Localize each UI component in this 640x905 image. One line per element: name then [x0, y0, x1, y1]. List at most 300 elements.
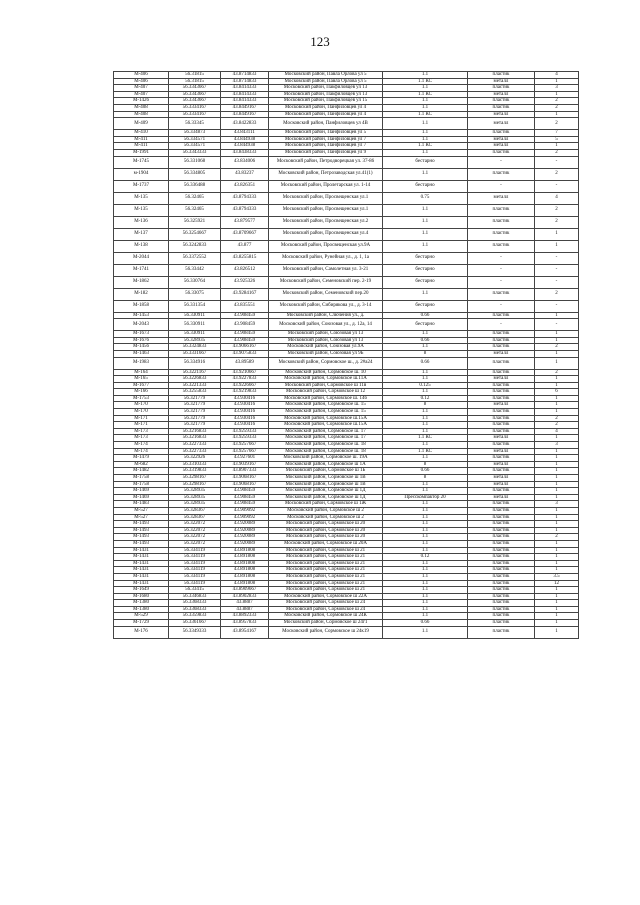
- table-row: [114, 228, 579, 240]
- material-cell: пластик: [468, 72, 535, 79]
- latitude-cell: 56.32465: [169, 204, 221, 216]
- latitude-cell: 56.3368333: [169, 600, 221, 607]
- longitude-cell: 43.9066167: [221, 344, 269, 351]
- latitude-cell: 56.31815: [169, 78, 221, 85]
- container-volume-cell: бестарно: [383, 180, 468, 192]
- latitude-cell: 56.331354: [169, 300, 221, 312]
- material-cell: металл: [468, 481, 535, 488]
- longitude-cell: 43.8887: [221, 606, 269, 613]
- table-row: [114, 448, 579, 455]
- container-count-cell: 1: [535, 240, 579, 252]
- site-id-cell: М-1649: [114, 587, 169, 594]
- table-row: [114, 104, 579, 111]
- table-row: [114, 216, 579, 228]
- container-volume-cell: 1.1: [383, 547, 468, 554]
- table-row: [114, 156, 579, 168]
- longitude-cell: 43.8907333: [221, 468, 269, 475]
- longitude-cell: 43.9257667: [221, 442, 269, 449]
- container-volume-cell: 1.1: [383, 409, 468, 416]
- table-row: [114, 288, 579, 300]
- material-cell: пластик: [468, 514, 535, 521]
- site-id-cell: М-170: [114, 409, 169, 416]
- longitude-cell: 43.920089: [221, 521, 269, 528]
- container-count-cell: 2: [535, 204, 579, 216]
- material-cell: металл: [468, 475, 535, 482]
- site-id-cell: М-529: [114, 613, 169, 620]
- container-count-cell: -: [535, 276, 579, 288]
- container-volume-cell: 1.1: [383, 580, 468, 587]
- latitude-cell: 56.321779: [169, 395, 221, 402]
- latitude-cell: 56.322072: [169, 527, 221, 534]
- table-row: [114, 468, 579, 475]
- container-count-cell: 4: [535, 192, 579, 204]
- container-volume-cell: 1.1: [383, 613, 468, 620]
- site-id-cell: М-1673: [114, 331, 169, 338]
- latitude-cell: 56.321779: [169, 422, 221, 429]
- material-cell: -: [468, 180, 535, 192]
- container-count-cell: 4: [535, 428, 579, 435]
- container-volume-cell: 1.1: [383, 136, 468, 143]
- table-row: [114, 567, 579, 574]
- material-cell: пластик: [468, 567, 535, 574]
- address-cell: Московский район, Петродворецкая ул. 37-86: [269, 156, 383, 168]
- container-volume-cell: 1.1: [383, 98, 468, 105]
- table-row: [114, 78, 579, 85]
- site-id-cell: М-166: [114, 389, 169, 396]
- container-volume-cell: 1.1: [383, 587, 468, 594]
- container-volume-cell: 1.1 КС: [383, 111, 468, 118]
- address-cell: Московский район, Сормовское ш 22А: [269, 593, 383, 600]
- container-volume-cell: 0.12: [383, 395, 468, 402]
- table-row: [114, 382, 579, 389]
- site-id-cell: М-1862: [114, 276, 169, 288]
- site-id-cell: М-2044: [114, 252, 169, 264]
- material-cell: пластик: [468, 344, 535, 351]
- address-cell: Московский район, Сормовское ш.15А: [269, 415, 383, 422]
- container-volume-cell: 1.1: [383, 534, 468, 541]
- material-cell: пластик: [468, 580, 535, 587]
- site-id-cell: М-182: [114, 288, 169, 300]
- table-row: [114, 481, 579, 488]
- table-row: [114, 149, 579, 156]
- container-volume-cell: бестарно: [383, 264, 468, 276]
- address-cell: Московский район, Павла Орлова ул 5: [269, 78, 383, 85]
- longitude-cell: 43.9219833: [221, 389, 269, 396]
- site-id-cell: М-1431: [114, 547, 169, 554]
- container-volume-cell: 1.1 КС: [383, 448, 468, 455]
- latitude-cell: 56.3298167: [169, 475, 221, 482]
- site-id-cell: М-136: [114, 216, 169, 228]
- material-cell: пластик: [468, 415, 535, 422]
- address-cell: Московский район, Союзовая ул., д. 12а, 14: [269, 319, 383, 331]
- container-volume-cell: 1.1: [383, 501, 468, 508]
- container-volume-cell: 8: [383, 402, 468, 409]
- latitude-cell: 56.328367: [169, 514, 221, 521]
- latitude-cell: 56.334873: [169, 130, 221, 137]
- material-cell: пластик: [468, 620, 535, 627]
- site-id-cell: М-1493: [114, 521, 169, 528]
- material-cell: пластик: [468, 521, 535, 528]
- address-cell: Московский район, Сормовское ш 1А: [269, 461, 383, 468]
- latitude-cell: 56.32465: [169, 192, 221, 204]
- site-id-cell: М-173: [114, 428, 169, 435]
- latitude-cell: 56.321779: [169, 402, 221, 409]
- container-volume-cell: 1.1: [383, 228, 468, 240]
- container-volume-cell: 1.1 КС: [383, 143, 468, 150]
- material-cell: металл: [468, 376, 535, 383]
- container-volume-cell: бестарно: [383, 276, 468, 288]
- container-count-cell: 1: [535, 78, 579, 85]
- latitude-cell: 56.3343333: [169, 149, 221, 156]
- table-row: [114, 300, 579, 312]
- table-row: [114, 331, 579, 338]
- site-id-cell: М-1463: [114, 350, 169, 357]
- table-row: [114, 312, 579, 319]
- address-cell: Московский район, Павла Орлова ул 5: [269, 72, 383, 79]
- table-row: [114, 252, 579, 264]
- address-cell: Московский район, Сормовское ш 1Д: [269, 488, 383, 495]
- table-row: [114, 118, 579, 130]
- site-id-cell: М-135: [114, 192, 169, 204]
- material-cell: пластик: [468, 216, 535, 228]
- material-cell: металл: [468, 350, 535, 357]
- material-cell: -: [468, 156, 535, 168]
- material-cell: металл: [468, 111, 535, 118]
- address-cell: Московский район, Сормовское ш.11А: [269, 376, 383, 383]
- latitude-cell: 56.334119: [169, 560, 221, 567]
- container-count-cell: 1: [535, 554, 579, 561]
- table-row: [114, 85, 579, 92]
- longitude-cell: 43.8954167: [221, 626, 269, 638]
- table-row: [114, 402, 579, 409]
- material-cell: пластик: [468, 534, 535, 541]
- container-volume-cell: 1.1 КС: [383, 91, 468, 98]
- container-volume-cell: 1.1 КС: [383, 435, 468, 442]
- latitude-cell: 56.328367: [169, 507, 221, 514]
- latitude-cell: 56.3216833: [169, 428, 221, 435]
- longitude-cell: 43.8794333: [221, 192, 269, 204]
- container-count-cell: 1: [535, 91, 579, 98]
- longitude-cell: 43.834006: [221, 156, 269, 168]
- table-row: [114, 415, 579, 422]
- longitude-cell: 43.9075833: [221, 350, 269, 357]
- table-row: [114, 395, 579, 402]
- latitude-cell: 56.321779: [169, 409, 221, 416]
- latitude-cell: 56.33442: [169, 264, 221, 276]
- site-id-cell: М-1983: [114, 357, 169, 369]
- longitude-cell: 43.891808: [221, 567, 269, 574]
- material-cell: пластик: [468, 357, 535, 369]
- latitude-cell: 56.3331667: [169, 350, 221, 357]
- material-cell: пластик: [468, 240, 535, 252]
- address-cell: Московский район, Сормовское ш. 10: [269, 369, 383, 376]
- longitude-cell: 43.908459: [221, 494, 269, 501]
- latitude-cell: 56.3361667: [169, 620, 221, 627]
- container-volume-cell: 1.1: [383, 527, 468, 534]
- container-count-cell: 1: [535, 514, 579, 521]
- container-count-cell: 1: [535, 600, 579, 607]
- site-id-cell: М-411: [114, 136, 169, 143]
- container-count-cell: 1: [535, 626, 579, 638]
- address-cell: Московский район, Сормовское ш 1Ж: [269, 501, 383, 508]
- container-volume-cell: 8: [383, 350, 468, 357]
- container-volume-cell: 1.1: [383, 606, 468, 613]
- site-id-cell: М-1737: [114, 180, 169, 192]
- site-id-cell: М-165: [114, 376, 169, 383]
- table-row: [114, 91, 579, 98]
- container-volume-cell: 1.1: [383, 514, 468, 521]
- latitude-cell: 56.334119: [169, 547, 221, 554]
- container-count-cell: 12: [535, 580, 579, 587]
- address-cell: Московский район, Сормовское ш. 18: [269, 442, 383, 449]
- container-count-cell: 1: [535, 376, 579, 383]
- table-row: [114, 494, 579, 501]
- address-cell: Московский район, Сормовское ш.15А: [269, 422, 383, 429]
- address-cell: Московский район, Сормовское ш 24: [269, 606, 383, 613]
- table-row: [114, 527, 579, 534]
- site-id-cell: М-410: [114, 130, 169, 137]
- site-id-cell: М-407: [114, 85, 169, 92]
- material-cell: пластик: [468, 104, 535, 111]
- longitude-cell: 43.908459: [221, 501, 269, 508]
- container-count-cell: 1: [535, 312, 579, 319]
- longitude-cell: 43.8714833: [221, 78, 269, 85]
- longitude-cell: 43.909092: [221, 514, 269, 521]
- table-row: [114, 180, 579, 192]
- material-cell: металл: [468, 402, 535, 409]
- latitude-cell: 56.322926: [169, 455, 221, 462]
- material-cell: -: [468, 300, 535, 312]
- table-row: [114, 422, 579, 429]
- table-row: [114, 376, 579, 383]
- site-id-cell: М-411: [114, 143, 169, 150]
- material-cell: пластик: [468, 389, 535, 396]
- container-volume-cell: 1.1: [383, 344, 468, 351]
- container-count-cell: 1: [535, 593, 579, 600]
- address-cell: Московский район, Сормовское ш 11в: [269, 382, 383, 389]
- container-count-cell: 2: [535, 149, 579, 156]
- table-row: [114, 593, 579, 600]
- address-cell: Московский район, Самолетная ул. 3-21: [269, 264, 383, 276]
- address-cell: Московский район, Пакфиловцев ул 13: [269, 85, 383, 92]
- latitude-cell: 56.31815: [169, 72, 221, 79]
- container-count-cell: 1: [535, 606, 579, 613]
- latitude-cell: 56.3324833: [169, 344, 221, 351]
- container-count-cell: 2: [535, 216, 579, 228]
- container-count-cell: -: [535, 180, 579, 192]
- container-count-cell: 2: [535, 98, 579, 105]
- container-volume-cell: 1.1: [383, 376, 468, 383]
- latitude-cell: 56.33415: [169, 587, 221, 594]
- address-cell: Московский район, Просвещенская ул.9А: [269, 240, 383, 252]
- address-cell: Московский район, Петрозаводская ул.41(1): [269, 168, 383, 180]
- container-volume-cell: 1.1: [383, 85, 468, 92]
- site-id-cell: М-1493: [114, 540, 169, 547]
- latitude-cell: 56.322072: [169, 521, 221, 528]
- latitude-cell: 56.3298167: [169, 481, 221, 488]
- longitude-cell: 43.920089: [221, 527, 269, 534]
- address-cell: Московский район, Панфиловцев ул 7: [269, 143, 383, 150]
- container-count-cell: 2: [535, 369, 579, 376]
- material-cell: пластик: [468, 395, 535, 402]
- longitude-cell: 43.8902833: [221, 593, 269, 600]
- container-count-cell: 1: [535, 111, 579, 118]
- site-id-cell: М-1677: [114, 382, 169, 389]
- material-cell: пластик: [468, 547, 535, 554]
- container-count-cell: -: [535, 319, 579, 331]
- container-count-cell: 1: [535, 455, 579, 462]
- material-cell: пластик: [468, 507, 535, 514]
- container-volume-cell: 1.1: [383, 204, 468, 216]
- latitude-cell: 56.3242833: [169, 240, 221, 252]
- address-cell: Московский район, Сормовское ш 21: [269, 580, 383, 587]
- table-row: [114, 461, 579, 468]
- table-row: [114, 344, 579, 351]
- container-volume-cell: 0.66: [383, 337, 468, 344]
- latitude-cell: 56.322072: [169, 540, 221, 547]
- address-cell: Московский район, Просвещенская ул.1: [269, 204, 383, 216]
- container-volume-cell: 1.1 КС: [383, 78, 468, 85]
- address-cell: Московский район, Сормовское ш. 14б: [269, 395, 383, 402]
- address-cell: Московский район, Рунейная ул., д. 1, 1а: [269, 252, 383, 264]
- container-count-cell: 1: [535, 494, 579, 501]
- material-cell: пластик: [468, 331, 535, 338]
- table-row: [114, 606, 579, 613]
- address-cell: Московский район, Сормовское ш. 19А: [269, 455, 383, 462]
- address-cell: Московский район, Сормовское ш 21: [269, 547, 383, 554]
- longitude-cell: 43.920089: [221, 534, 269, 541]
- latitude-cell: 56.33075: [169, 288, 221, 300]
- address-cell: Московский район, Сормовское ш 1Д: [269, 494, 383, 501]
- container-count-cell: -: [535, 156, 579, 168]
- container-volume-cell: 1.1: [383, 560, 468, 567]
- table-row: [114, 547, 579, 554]
- address-cell: Московский район, Сормовское ш 24: [269, 600, 383, 607]
- longitude-cell: 43.930416: [221, 409, 269, 416]
- container-count-cell: 1: [535, 337, 579, 344]
- site-id-cell: М-406: [114, 72, 169, 79]
- material-cell: пластик: [468, 593, 535, 600]
- site-id-cell: М-1380: [114, 606, 169, 613]
- longitude-cell: 43.9068167: [221, 475, 269, 482]
- container-sites-table: [113, 71, 579, 639]
- material-cell: металл: [468, 494, 535, 501]
- container-volume-cell: 1.1: [383, 626, 468, 638]
- material-cell: металл: [468, 118, 535, 130]
- table-row: [114, 573, 579, 580]
- longitude-cell: 43.8714833: [221, 72, 269, 79]
- latitude-cell: 56.331068: [169, 156, 221, 168]
- site-id-cell: М-2043: [114, 319, 169, 331]
- container-count-cell: 2: [535, 534, 579, 541]
- address-cell: Московский район, Сормовское ш 1В: [269, 481, 383, 488]
- material-cell: пластик: [468, 422, 535, 429]
- address-cell: Московский район, Сибирякова ул., д. 3-14: [269, 300, 383, 312]
- latitude-cell: 56.3372552: [169, 252, 221, 264]
- site-id-cell: М-1431: [114, 567, 169, 574]
- container-count-cell: 1: [535, 613, 579, 620]
- container-volume-cell: 1.1: [383, 369, 468, 376]
- container-volume-cell: 0.66: [383, 357, 468, 369]
- latitude-cell: 56.3334167: [169, 111, 221, 118]
- table-row: [114, 620, 579, 627]
- table-row: [114, 521, 579, 528]
- longitude-cell: 43.877: [221, 240, 269, 252]
- material-cell: пластик: [468, 130, 535, 137]
- longitude-cell: 43.908459: [221, 331, 269, 338]
- container-count-cell: 1: [535, 587, 579, 594]
- site-id-cell: М-1729: [114, 620, 169, 627]
- container-count-cell: 1: [535, 521, 579, 528]
- longitude-cell: 43.844938: [221, 143, 269, 150]
- site-id-cell: М-408: [114, 104, 169, 111]
- site-id-cell: М-407: [114, 91, 169, 98]
- container-count-cell: 1: [535, 547, 579, 554]
- address-cell: Московский район, Панфиловцев ул 7: [269, 136, 383, 143]
- material-cell: металл: [468, 91, 535, 98]
- material-cell: пластик: [468, 540, 535, 547]
- material-cell: пластик: [468, 626, 535, 638]
- latitude-cell: 56.334119: [169, 554, 221, 561]
- site-id-cell: М-527: [114, 514, 169, 521]
- address-cell: Московский район, Слючения ул., д.: [269, 312, 383, 319]
- container-count-cell: 2: [535, 118, 579, 130]
- table-row: [114, 337, 579, 344]
- container-volume-cell: 1.1: [383, 455, 468, 462]
- site-id-cell: м-1904: [114, 168, 169, 180]
- site-id-cell: М-1431: [114, 560, 169, 567]
- latitude-cell: 56.328935: [169, 494, 221, 501]
- site-id-cell: М-1456: [114, 344, 169, 351]
- longitude-cell: 43.908459: [221, 337, 269, 344]
- container-volume-cell: 1.1: [383, 168, 468, 180]
- material-cell: пластик: [468, 455, 535, 462]
- table-body: [114, 72, 579, 639]
- longitude-cell: 43.9284167: [221, 288, 269, 300]
- table-row: [114, 72, 579, 79]
- container-volume-cell: бестарно: [383, 156, 468, 168]
- latitude-cell: 56.3334167: [169, 104, 221, 111]
- site-id-cell: М-1858: [114, 300, 169, 312]
- site-id-cell: М-1469: [114, 488, 169, 495]
- latitude-cell: 56.3221167: [169, 369, 221, 376]
- longitude-cell: 43.8414333: [221, 98, 269, 105]
- table-row: [114, 600, 579, 607]
- site-id-cell: М-406: [114, 78, 169, 85]
- address-cell: Московский район, Сормовское ш 20: [269, 521, 383, 528]
- site-id-cell: М-1493: [114, 527, 169, 534]
- container-volume-cell: 1.1: [383, 428, 468, 435]
- material-cell: пластик: [468, 228, 535, 240]
- longitude-cell: 43.8892333: [221, 613, 269, 620]
- longitude-cell: 43.891808: [221, 580, 269, 587]
- container-volume-cell: 1.1: [383, 488, 468, 495]
- longitude-cell: 43.9039167: [221, 461, 269, 468]
- address-cell: Московский район, Сормовское ш 21: [269, 554, 383, 561]
- longitude-cell: 43.930416: [221, 395, 269, 402]
- site-id-cell: М-1758: [114, 481, 169, 488]
- latitude-cell: 56.3254667: [169, 228, 221, 240]
- material-cell: -: [468, 264, 535, 276]
- container-volume-cell: 0.12: [383, 554, 468, 561]
- container-count-cell: 2: [535, 168, 579, 180]
- address-cell: Московский район, Сормовское ш 24к19: [269, 626, 383, 638]
- container-volume-cell: 1.1: [383, 415, 468, 422]
- latitude-cell: 56.3346833: [169, 593, 221, 600]
- container-count-cell: 4: [535, 72, 579, 79]
- longitude-cell: 43.891808: [221, 554, 269, 561]
- address-cell: Московский район, Сормовское ш 1В: [269, 475, 383, 482]
